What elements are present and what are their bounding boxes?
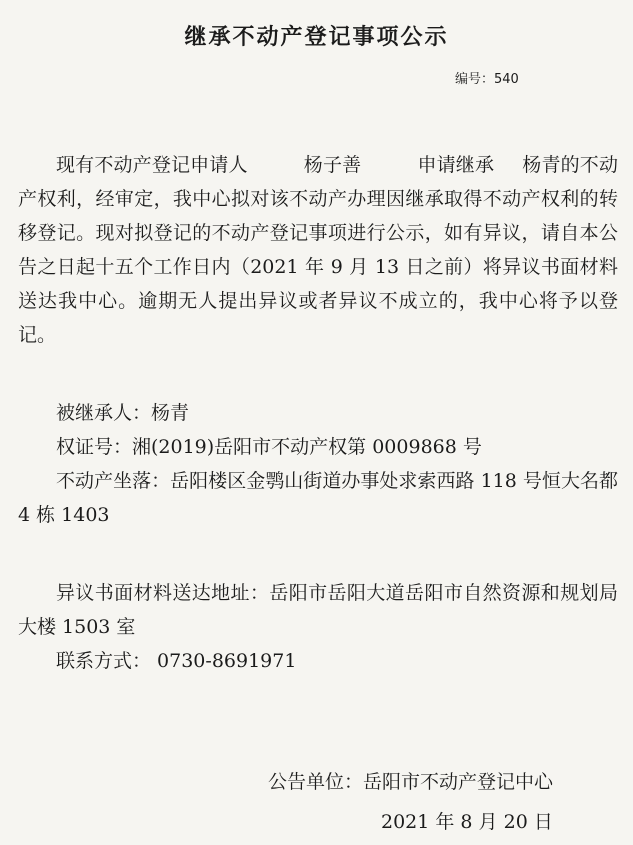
contact-line: 联系方式： 0730-8691971 xyxy=(56,650,297,672)
location-line: 不动产坐落：岳阳楼区金鹗山街道办事处求索西路 118 号恒大名都 4 栋 1403 xyxy=(18,470,618,526)
decedent-name: 杨青 xyxy=(522,154,561,176)
intro-rest: 的不动产权利，经审定，我中心拟对该不动产办理因继承取得不动产权利的转移登记。现对拟登记的不动产登记事项进行公示，如有异议，请自本公告之日起十五个工作日内（2021 年 9 月 13 日之前）将异议书面材料送达我中心。逾期无人提出异议或者异议不成立的，我中心将予以登记。 xyxy=(18,154,618,346)
applicant-name: 杨子善 xyxy=(303,154,362,176)
intro-lead: 现有不动产登记申请人 xyxy=(56,154,248,176)
intro-mid: 申请继承 xyxy=(417,154,495,176)
decedent-line: 被继承人：杨青 xyxy=(56,402,190,424)
page-title: 继承不动产登记事项公示 xyxy=(184,25,449,50)
objection-address-line: 异议书面材料送达地址：岳阳市岳阳大道岳阳市自然资源和规划局大楼 1503 室 xyxy=(18,582,618,638)
issuer-line: 公告单位：岳阳市不动产登记中心 xyxy=(268,771,554,793)
details-block xyxy=(18,396,618,532)
intro-paragraph xyxy=(18,148,618,352)
objection-block xyxy=(18,576,618,678)
serial-number: 编号：540 xyxy=(455,72,519,87)
issue-date: 2021 年 8 月 20 日 xyxy=(381,811,553,833)
certificate-line: 权证号：湘(2019)岳阳市不动产权第 0009868 号 xyxy=(56,436,482,458)
